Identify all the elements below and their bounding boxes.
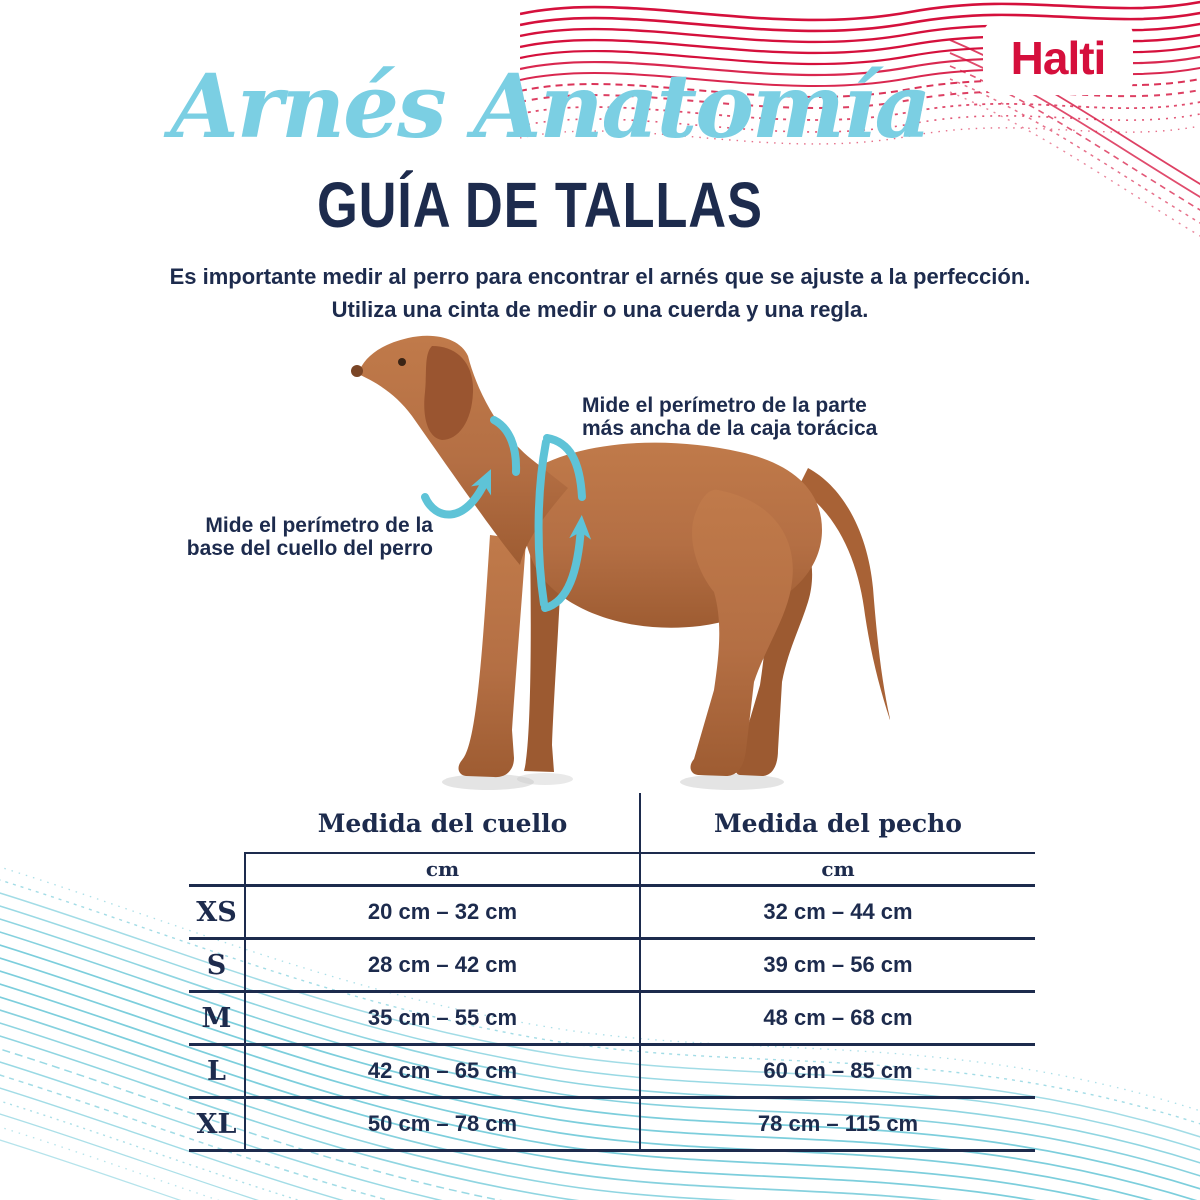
- size-label-s: S: [206, 949, 227, 981]
- chest-range-s: 39 cm – 56 cm: [763, 952, 913, 977]
- chest-column-header: Medida del pecho: [714, 808, 962, 838]
- intro-line-1: Es importante medir al perro para encontrar el arnés que se ajuste a la perfección.: [169, 264, 1031, 289]
- table-bottom-line: [189, 1149, 1035, 1152]
- neck-column-header: Medida del cuello: [317, 808, 568, 838]
- chest-range-m: 48 cm – 68 cm: [763, 1005, 913, 1030]
- chest-unit-header: cm: [821, 857, 855, 881]
- neck-range-xs: 20 cm – 32 cm: [367, 899, 518, 924]
- neck-unit-header: cm: [425, 857, 460, 881]
- size-label-xs: XS: [196, 896, 237, 928]
- chest-note-line-2: más ancha de la caja torácica: [582, 417, 878, 440]
- dog-front-leg: [459, 535, 526, 777]
- halti-logo-text: Halti: [1010, 32, 1106, 84]
- size-label-xl: XL: [196, 1108, 237, 1140]
- neck-measure-note: [175, 514, 433, 560]
- chest-note-line-1: Mide el perímetro de la parte: [582, 394, 867, 417]
- chest-range-xs: 32 cm – 44 cm: [763, 899, 913, 924]
- neck-note-line-1: Mide el perímetro de la: [205, 514, 433, 537]
- chest-measure-note: [582, 394, 877, 440]
- dog-nose: [351, 365, 363, 377]
- neck-range-m: 35 cm – 55 cm: [367, 1005, 518, 1030]
- chest-range-l: 60 cm – 85 cm: [763, 1058, 913, 1083]
- neck-range-s: 28 cm – 42 cm: [367, 952, 518, 977]
- script-title: Arnés Anatomía: [170, 54, 930, 158]
- neck-note-line-2: base del cuello del perro: [186, 537, 433, 560]
- page-title: GUÍA DE TALLAS: [317, 169, 763, 241]
- intro-line-2: Utiliza una cinta de medir o una cuerda y una regla.: [331, 297, 869, 322]
- dog-eye: [398, 358, 406, 366]
- neck-range-l: 42 cm – 65 cm: [367, 1058, 518, 1083]
- size-label-l: L: [207, 1055, 226, 1087]
- chest-range-xl: 78 cm – 115 cm: [757, 1111, 919, 1136]
- size-label-m: M: [201, 1002, 232, 1034]
- intro-text: [0, 260, 1200, 326]
- halti-logo: [983, 21, 1133, 95]
- page-title-wrap: [0, 168, 1080, 242]
- neck-range-xl: 50 cm – 78 cm: [367, 1111, 518, 1136]
